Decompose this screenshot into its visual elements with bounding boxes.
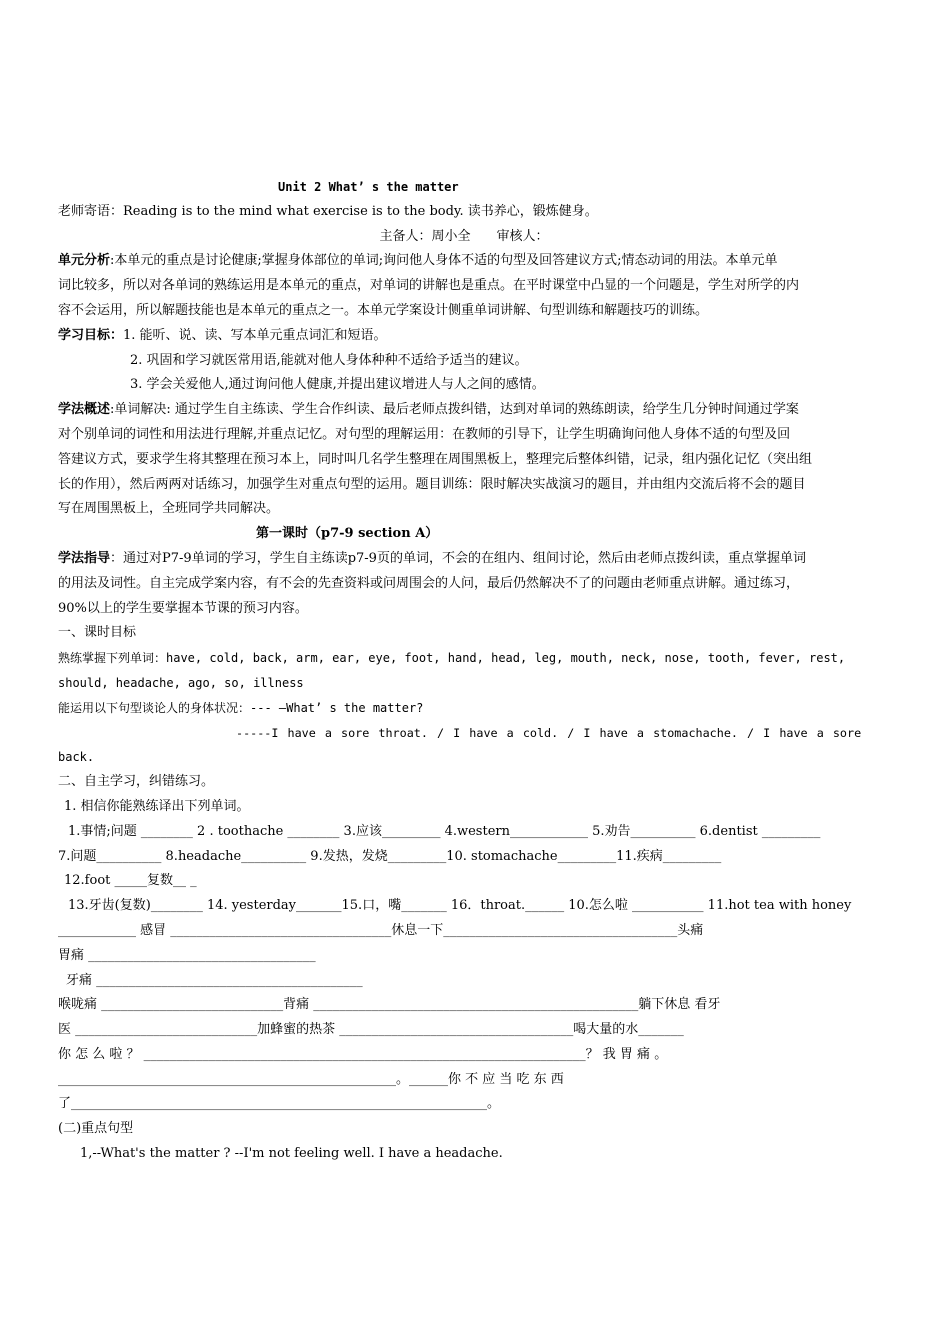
vocab-list: 熟练掌握下列单词：have, cold, back, arm, ear, eye, foot, hand, head, leg, mouth, neck, nose, tooth, fever, rest, <box>58 651 846 666</box>
sentence-pattern: -----I have a sore throat. / I have a cold. / I have a stomachache. / I have a sore <box>236 725 862 740</box>
section-title: 一、课时目标 <box>58 625 137 641</box>
lesson-title: 第一课时（p7-9 section A） <box>256 526 439 542</box>
exercise-line: 牙痛 _________________________________________ <box>66 972 363 988</box>
teacher-motto: 老师寄语：Reading is to the mind what exercise is to the body. 读书养心，锻炼健身。 <box>58 203 598 219</box>
analysis-label: 单元分析 <box>58 253 111 269</box>
unit-analysis <box>58 249 870 323</box>
goal-item: 3. 学会关爱他人,通过询问他人健康,并提出建议增进人与人之间的感情。 <box>130 377 545 393</box>
translation-exercise <box>58 820 870 1118</box>
method-text: 写在周围黑板上，全班同学共同解决。 <box>58 501 280 517</box>
method-overview <box>58 398 870 522</box>
goal-item: 1. 能听、说、读、写本单元重点词汇和短语。 <box>123 327 387 343</box>
method-text: 答建议方式，要求学生将其整理在预习本上，同时叫几名学生整理在周围黑板上，整理完后整体纠错，记录，组内强化记忆（突出组 <box>58 451 813 467</box>
exercise-line: 13.牙齿(复数)________ 14. yesterday_______15.口，嘴_______ 16．throat.______ 10.怎么啦 ___________ 11.hot tea with honey <box>68 898 852 914</box>
goal-item: 2. 巩固和学习就医常用语,能就对他人身体种种不适给予适当的建议。 <box>130 352 528 368</box>
task-heading: 1. 相信你能熟练译出下列单词。 <box>64 798 250 814</box>
analysis-text: 词比较多，所以对各单词的熟练运用是本单元的重点，对单词的讲解也是重点。在平时课堂中凸显的一个问题是，学生对所学的内 <box>58 278 800 294</box>
exercise-line: 1.事情;问题 ________ 2 . toothache ________ 3.应该_________ 4.western____________ 5.劝告__________ 6.dentist _________ <box>68 823 821 839</box>
exercise-line: 医 ____________________________加蜂蜜的热茶 ____________________________________喝大量的水_______ <box>58 1022 684 1038</box>
guide-text: 的用法及词性。自主完成学案内容，有不会的先查资料或问周围会的人问，最后仍然解决不了的问题由老师重点讲解。通过练习， <box>58 575 800 591</box>
worksheet-page <box>58 175 870 1167</box>
exercise-line: 你 怎 么 啦 ？ ____________________________________________________________________？ 我 胃 痛 。 <box>58 1046 668 1062</box>
exercise-line: 12.foot _____复数__ _ <box>64 873 197 889</box>
study-guide <box>58 547 870 621</box>
method-text: 长的作用），然后两两对话练习，加强学生对重点句型的运用。题目训练：限时解决实战演习的题目，并由组内交流后将不会的题目 <box>58 476 806 492</box>
exercise-line: 胃痛 ___________________________________ <box>58 947 316 963</box>
method-text: :单词解决: 通过学生自主练读、学生合作纠读、最后老师点拨纠错，达到对单词的熟练朗读，给学生几分钟时间通过学案 <box>110 402 799 418</box>
exercise-line: 了________________________________________________________________。 <box>58 1096 500 1112</box>
exercise-line: ____________________________________________________。______你 不 应 当 吃 东 西 <box>58 1071 564 1087</box>
sentence-pattern: 能运用以下句型谈论人的身体状况：--- —What’ s the matter? <box>58 700 424 715</box>
guide-text: ：通过对P7-9单词的学习，学生自主练读p7-9页的单词，不会的在组内、组间讨论，然后由老师点拨纠读，重点掌握单词 <box>110 550 806 566</box>
guide-text: 90%以上的学生要掌握本节课的预习内容。 <box>58 600 308 616</box>
key-sentence: 1,--What's the matter ? --I'm not feeling well. I have a headache. <box>80 1146 503 1162</box>
exercise-line: ____________ 感冒 __________________________________休息一下____________________________________头痛 <box>58 922 704 938</box>
unit-title: Unit 2 What’ s the matter <box>278 180 459 194</box>
subsection-title: (二)重点句型 <box>58 1121 134 1137</box>
vocab-list: should, headache, ago, so, illness <box>58 675 304 690</box>
sentence-pattern: back. <box>58 750 95 765</box>
section-title: 二、自主学习，纠错练习。 <box>58 774 215 790</box>
exercise-line: 喉咙痛 ____________________________背痛 __________________________________________________躺下休息 看牙 <box>58 997 721 1013</box>
authors-line: 主备人：周小全 审核人： <box>379 228 549 244</box>
analysis-text: 容不会运用，所以解题技能也是本单元的重点之一。本单元学案设计侧重单词讲解、句型训练和解题技巧的训练。 <box>58 302 709 318</box>
exercise-line: 7.问题__________ 8.headache__________ 9.发热，发烧_________10. stomachache_________11.疾病_________ <box>58 848 722 864</box>
learning-goals <box>58 324 870 398</box>
guide-label: 学法指导 <box>58 550 111 566</box>
method-text: 对个别单词的词性和用法进行理解,并重点记忆。对句型的理解运用：在教师的引导下，让学生明确询问他人身体不适的句型及回 <box>58 426 791 442</box>
goals-label: 学习目标： <box>58 327 124 343</box>
method-label: 学法概述 <box>58 402 111 418</box>
analysis-text: :本单元的重点是讨论健康;掌握身体部位的单词;询问他人身体不适的句型及回答建议方式;情态动词的用法。本单元单 <box>110 253 778 269</box>
